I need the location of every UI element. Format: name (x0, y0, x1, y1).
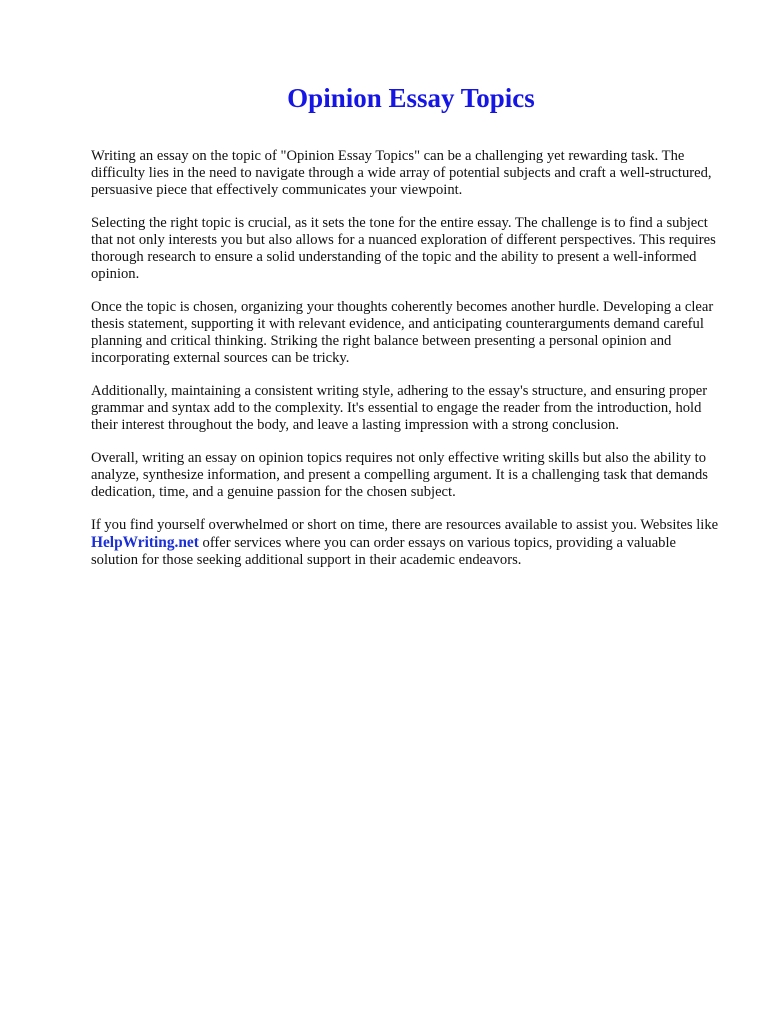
document-page (91, 82, 731, 585)
paragraph-1: Writing an essay on the topic of "Opinion Essay Topics" can be a challenging yet rewarding task. The difficulty lies in the need to navigate through a wide array of potential subjects and craft a well-structured, persuasive piece that effectively communicates your viewpoint. (91, 148, 712, 198)
paragraph-3: Once the topic is chosen, organizing your thoughts coherently becomes another hurdle. Developing a clear thesis statement, supporting it with relevant evidence, and anticipating counterarguments demand careful planning and critical thinking. Striking the right balance between presenting a personal opinion and incorporating external sources can be tricky. (91, 299, 714, 366)
paragraph-6-before-link: If you find yourself overwhelmed or short on time, there are resources available to assist you. Websites like (91, 517, 719, 533)
paragraph-6 (91, 517, 726, 569)
paragraph-6-after-link: offer services where you can order essays on various topics, providing a valuable solution for those seeking additional support in their academic endeavors. (91, 535, 677, 568)
paragraph-5: Overall, writing an essay on opinion topics requires not only effective writing skills but also the ability to analyze, synthesize information, and present a compelling argument. It is a challenging task that demands dedication, time, and a genuine passion for the chosen subject. (91, 450, 708, 500)
paragraph-4: Additionally, maintaining a consistent writing style, adhering to the essay's structure, and ensuring proper grammar and syntax add to the complexity. It's essential to engage the reader from the introduction, hold their interest throughout the body, and leave a lasting impression with a strong conclusion. (91, 383, 708, 433)
helpwriting-link[interactable]: HelpWriting.net (91, 534, 199, 551)
paragraph-2: Selecting the right topic is crucial, as it sets the tone for the entire essay. The challenge is to find a subject that not only interests you but also allows for a nuanced exploration of different perspectives. This requires thorough research to ensure a solid understanding of the topic and the ability to present a well-informed opinion. (91, 215, 716, 282)
page-title: Opinion Essay Topics (287, 83, 535, 113)
